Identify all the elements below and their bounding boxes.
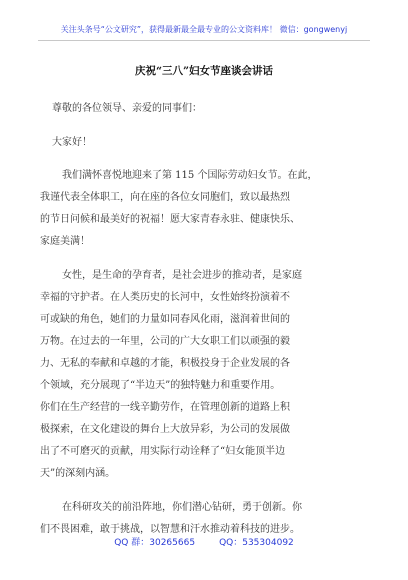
paragraph-2-line-9: 出了不可磨灭的贡献，用实际行动诠释了“妇女能顶半边	[40, 446, 286, 457]
salutation: 尊敬的各位领导、亲爱的同事们：	[52, 103, 202, 114]
footer-qq: QQ：535304092	[219, 538, 294, 548]
header-notice: 关注头条号“公文研究”，获得最新最全最专业的公文资料库！ 微信：gongwenyj	[60, 25, 348, 34]
paragraph-2-line-6: 个领域，充分展现了“半边天”的独特魅力和重要作用。	[40, 380, 281, 391]
paragraph-2-line-2: 幸福的守护者。在人类历史的长河中，女性始终扮演着不	[40, 292, 290, 303]
greeting: 大家好！	[52, 137, 92, 148]
paragraph-3-line-1: 在科研攻关的前沿阵地，你们潜心钻研，勇于创新。你	[62, 502, 302, 513]
paragraph-2-line-1: 女性，是生命的孕育者，是社会进步的推动者，是家庭	[62, 270, 302, 281]
paragraph-1-line-1: 我们满怀喜悦地迎来了第 115 个国际劳动妇女节。在此，	[62, 170, 318, 181]
paragraph-2-line-4: 万物。在过去的一年里，公司的广大女职工们以顽强的毅	[40, 336, 290, 347]
paragraph-1-line-3: 的节日问候和最美好的祝福！愿大家青春永驻、健康快乐、	[40, 214, 300, 225]
paragraph-2-line-3: 可或缺的角色，她们的力量如同春风化雨，滋润着世间的	[40, 314, 290, 325]
header-divider	[38, 40, 370, 41]
paragraph-3-line-2: 们不畏困难，敢于挑战，以智慧和汗水推动着科技的进步。	[40, 524, 300, 535]
paragraph-1-line-4: 家庭美满！	[40, 236, 90, 247]
footer-contacts	[0, 535, 408, 548]
paragraph-2-line-8: 极探索，在文化建设的舞台上大放异彩，为公司的发展做	[40, 424, 290, 435]
paragraph-2-line-10: 天”的深刻内涵。	[40, 468, 116, 479]
paragraph-1-line-2: 我谨代表全体职工，向在座的各位女同胞们，致以最热烈	[40, 192, 290, 203]
paragraph-2-line-7: 你们在生产经营的一线辛勤劳作，在管理创新的道路上积	[40, 402, 290, 413]
document-title: 庆祝“三八”妇女节座谈会讲话	[134, 65, 274, 77]
paragraph-2-line-5: 力、无私的奉献和卓越的才能，积极投身于企业发展的各	[40, 358, 290, 369]
footer-qq-group: QQ 群：30265665	[114, 538, 196, 548]
